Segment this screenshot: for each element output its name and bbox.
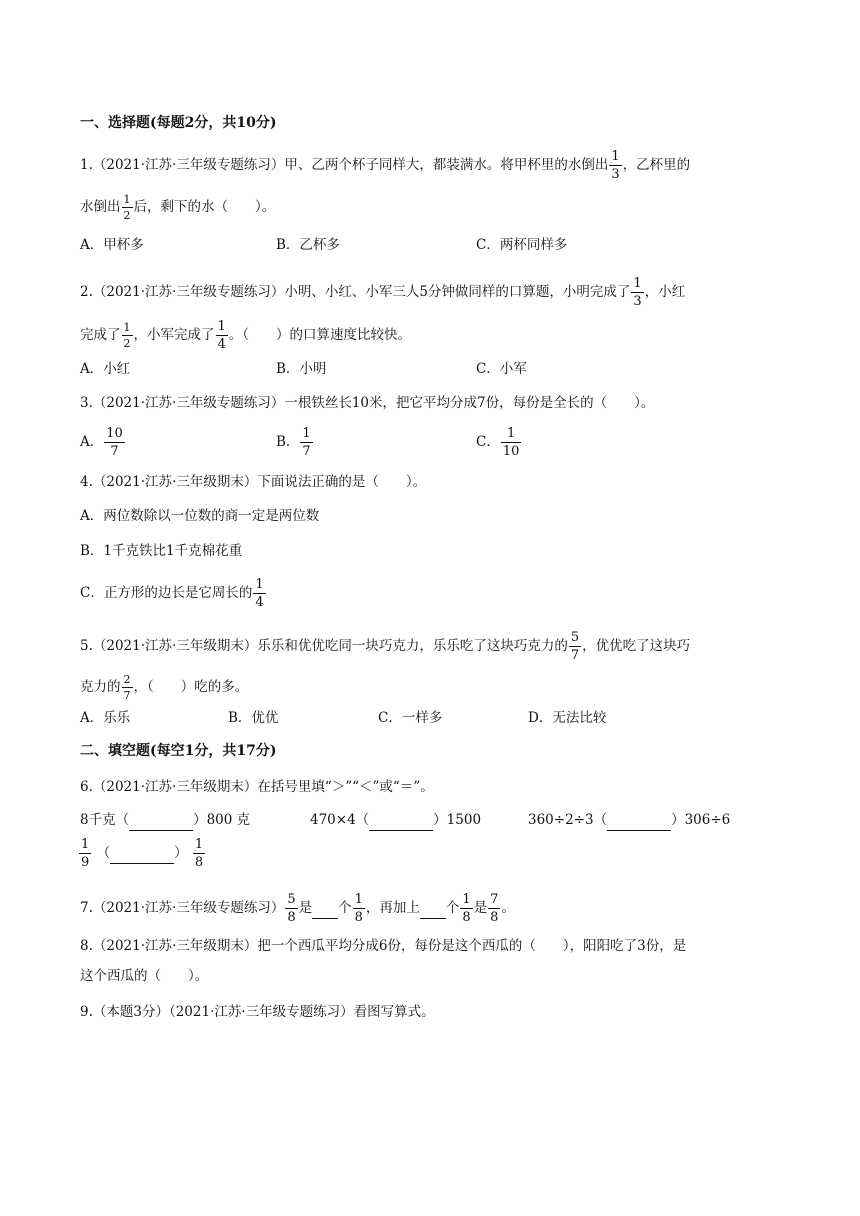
q5-option-b[interactable]: B．优优 [228, 710, 279, 726]
q3-option-c-fraction: $\frac{1}{10}$ [502, 426, 520, 459]
q2-option-a[interactable]: A．小红 [80, 361, 131, 377]
q3-option-a-fraction: $\frac{10}{7}$ [106, 426, 123, 459]
q4-option-a[interactable]: A．两位数除以一位数的商一定是两位数 [80, 508, 320, 524]
q6-item-3: 360÷2÷3（ ）306÷6 [528, 810, 730, 831]
section-title-fill: 二、填空题(每空1分，共17分) [80, 743, 277, 759]
q6-item-1: 8千克（ ）800 克 [80, 810, 250, 831]
q3-option-b[interactable]: B． $\frac{1}{7}$ [276, 426, 311, 459]
q7-fraction-d: $\frac{7}{8}$ [490, 892, 499, 925]
q7-fraction-c: $\frac{1}{8}$ [462, 892, 471, 925]
question-6-text: 6.（2021·江苏·三年级期末）在括号里填“＞”“＜”或“＝”。 [80, 779, 434, 795]
q2-fraction-c: $\frac{1}{4}$ [217, 319, 226, 352]
q6-item-1-blank[interactable] [129, 810, 193, 831]
q6-item-4-fraction-a: $\frac{1}{9}$ [81, 837, 90, 870]
q1-fraction-b: $\frac{1}{2}$ [123, 193, 131, 222]
q6-item-3-blank[interactable] [607, 810, 671, 831]
q2-fraction-b: $\frac{1}{2}$ [123, 321, 131, 350]
q2-text-b: ，小红 [644, 284, 686, 300]
question-9-text: 9.（本题3分）（2021·江苏·三年级专题练习）看图写算式。 [80, 1004, 435, 1020]
q3-option-b-fraction: $\frac{1}{7}$ [302, 426, 311, 459]
question-2-line-1 [80, 277, 685, 308]
question-1-line-2 [80, 194, 275, 221]
q6-item-4: $\frac{1}{9}$ （ ） $\frac{1}{8}$ [81, 837, 204, 870]
q4-option-c[interactable]: C．正方形的边长是它周长的 $\frac{1}{4}$ [80, 577, 264, 610]
q2-option-c[interactable]: C．小军 [476, 361, 527, 377]
q7-blank-1[interactable] [312, 898, 338, 919]
q7-fraction-b: $\frac{1}{8}$ [354, 892, 363, 925]
q6-item-2-blank[interactable] [369, 810, 433, 831]
question-8-line-2: 这个西瓜的（ ）。 [80, 968, 209, 984]
q1-fraction-a: $\frac{1}{3}$ [611, 149, 620, 182]
q2-text-c: 完成了 [80, 327, 121, 343]
q1-text-a: 1.（2021·江苏·三年级专题练习）甲、乙两个杯子同样大，都装满水。将甲杯里的水倒出 [80, 157, 609, 173]
question-3-text: 3.（2021·江苏·三年级专题练习）一根铁丝长10米，把它平均分成7份，每份是全长的（ ）。 [80, 395, 655, 411]
q1-text-b: ，乙杯里的 [622, 157, 691, 173]
question-8-line-1: 8.（2021·江苏·三年级期末）把一个西瓜平均分成6份，每份是这个西瓜的（ ），阳阳吃了3份，是 [80, 938, 687, 954]
q4-option-c-fraction: $\frac{1}{4}$ [255, 577, 264, 610]
q1-text-c: 水倒出 [80, 199, 121, 215]
q3-option-c[interactable]: C． $\frac{1}{10}$ [476, 426, 520, 459]
q3-option-a[interactable]: A． $\frac{10}{7}$ [80, 426, 123, 459]
section-title-choice: 一、选择题(每题2分，共10分) [80, 115, 277, 131]
q5-fraction-b: $\frac{2}{7}$ [123, 673, 131, 702]
q2-text-d: ，小军完成了 [133, 327, 215, 343]
question-4-text: 4.（2021·江苏·三年级期末）下面说法正确的是（ ）。 [80, 474, 427, 490]
q2-text-a: 2.（2021·江苏·三年级专题练习）小明、小红、小军三人5分钟做同样的口算题，小明完成了 [80, 284, 631, 300]
question-1-line-1 [80, 150, 690, 181]
q7-fraction-a: $\frac{5}{8}$ [287, 892, 296, 925]
q5-option-a[interactable]: A．乐乐 [80, 710, 131, 726]
q4-option-b[interactable]: B．1千克铁比1千克棉花重 [80, 543, 243, 559]
q2-option-b[interactable]: B．小明 [276, 361, 327, 377]
q2-text-e: 。（ ）的口算速度比较快。 [228, 327, 412, 343]
q1-option-c[interactable]: C．两杯同样多 [476, 237, 568, 253]
q6-item-2: 470×4（ ）1500 [310, 810, 481, 831]
question-7-text: 7.（2021·江苏·三年级专题练习） $\frac{5}{8}$ 是 个 $\frac{1}{8}$ ，再加上 个 $\frac{1}{8}$ 是 $\frac{7}{8}$ 。 [80, 892, 515, 925]
question-5-line-1: 5.（2021·江苏·三年级期末）乐乐和优优吃同一块巧克力，乐乐吃了这块巧克力的 $\frac{5}{7}$ ，优优吃了这块巧 [80, 630, 691, 663]
q1-option-a[interactable]: A．甲杯多 [80, 237, 144, 253]
q5-option-d[interactable]: D．无法比较 [528, 710, 607, 726]
q6-item-4-fraction-b: $\frac{1}{8}$ [194, 837, 204, 870]
q7-blank-2[interactable] [420, 898, 446, 919]
q1-option-b[interactable]: B．乙杯多 [276, 237, 340, 253]
question-2-line-2 [80, 320, 411, 351]
q1-text-d: 后，剩下的水（ ）。 [133, 199, 276, 215]
q5-option-c[interactable]: C．一样多 [378, 710, 443, 726]
q2-fraction-a: $\frac{1}{3}$ [633, 276, 642, 309]
q5-fraction-a: $\frac{5}{7}$ [570, 630, 580, 663]
q6-item-4-blank[interactable] [110, 843, 174, 864]
question-5-line-2: 克力的 $\frac{2}{7}$ ，（ ）吃的多。 [80, 673, 249, 702]
